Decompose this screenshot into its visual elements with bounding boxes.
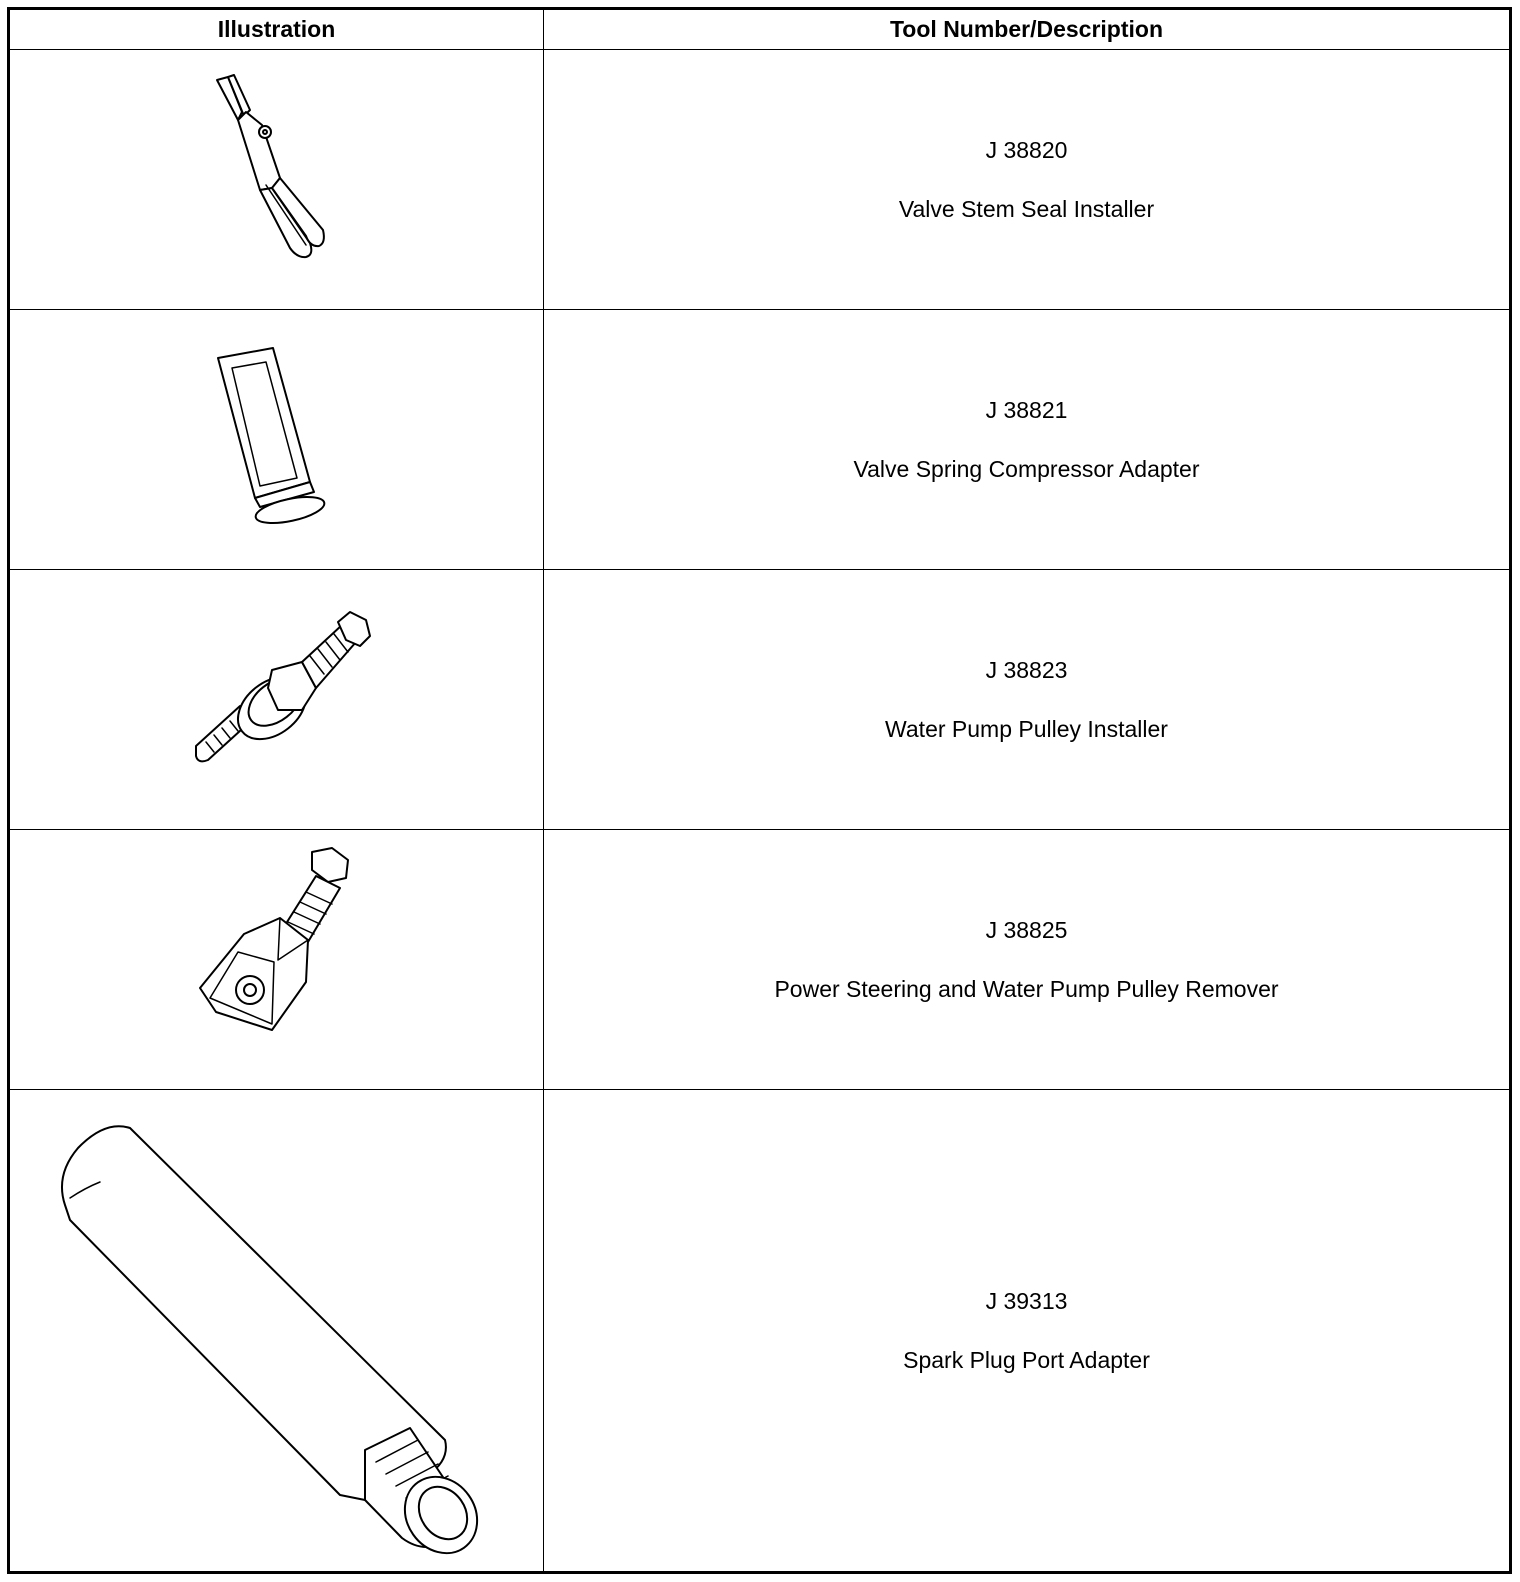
- illustration-cell: [10, 310, 543, 569]
- tool-description: Valve Spring Compressor Adapter: [853, 455, 1200, 482]
- description-cell: [544, 1090, 1509, 1571]
- tool-description: Water Pump Pulley Installer: [885, 715, 1168, 742]
- pulley-remover-icon: [10, 830, 543, 1089]
- pliers-icon: [10, 50, 543, 309]
- tool-number: J 38823: [985, 656, 1068, 683]
- table-row: [10, 1090, 1509, 1571]
- table-row: [10, 50, 1509, 310]
- pulley-installer-icon: [10, 570, 543, 829]
- tool-number: J 38820: [985, 136, 1068, 163]
- illustration-cell: [10, 50, 543, 309]
- table-row: [10, 830, 1509, 1090]
- tool-number: J 39313: [985, 1287, 1068, 1314]
- description-cell: [544, 570, 1509, 829]
- illustration-cell: [10, 830, 543, 1089]
- header-illustration: Illustration: [217, 16, 336, 42]
- tool-number: J 38821: [985, 396, 1068, 423]
- tool-table: [7, 7, 1512, 1574]
- spark-plug-adapter-icon: [10, 1090, 543, 1571]
- tool-number: J 38825: [985, 916, 1068, 943]
- table-header-row: [10, 10, 1509, 50]
- table-row: [10, 310, 1509, 570]
- tool-description: Power Steering and Water Pump Pulley Remover: [774, 975, 1279, 1002]
- description-cell: [544, 830, 1509, 1089]
- tool-description: Valve Stem Seal Installer: [898, 195, 1155, 222]
- adapter-block-icon: [10, 310, 543, 569]
- description-cell: [544, 310, 1509, 569]
- header-tool-number: Tool Number/Description: [889, 16, 1164, 42]
- illustration-cell: [10, 570, 543, 829]
- description-cell: [544, 50, 1509, 309]
- tool-description: Spark Plug Port Adapter: [903, 1346, 1150, 1373]
- table-row: [10, 570, 1509, 830]
- illustration-cell: [10, 1090, 543, 1571]
